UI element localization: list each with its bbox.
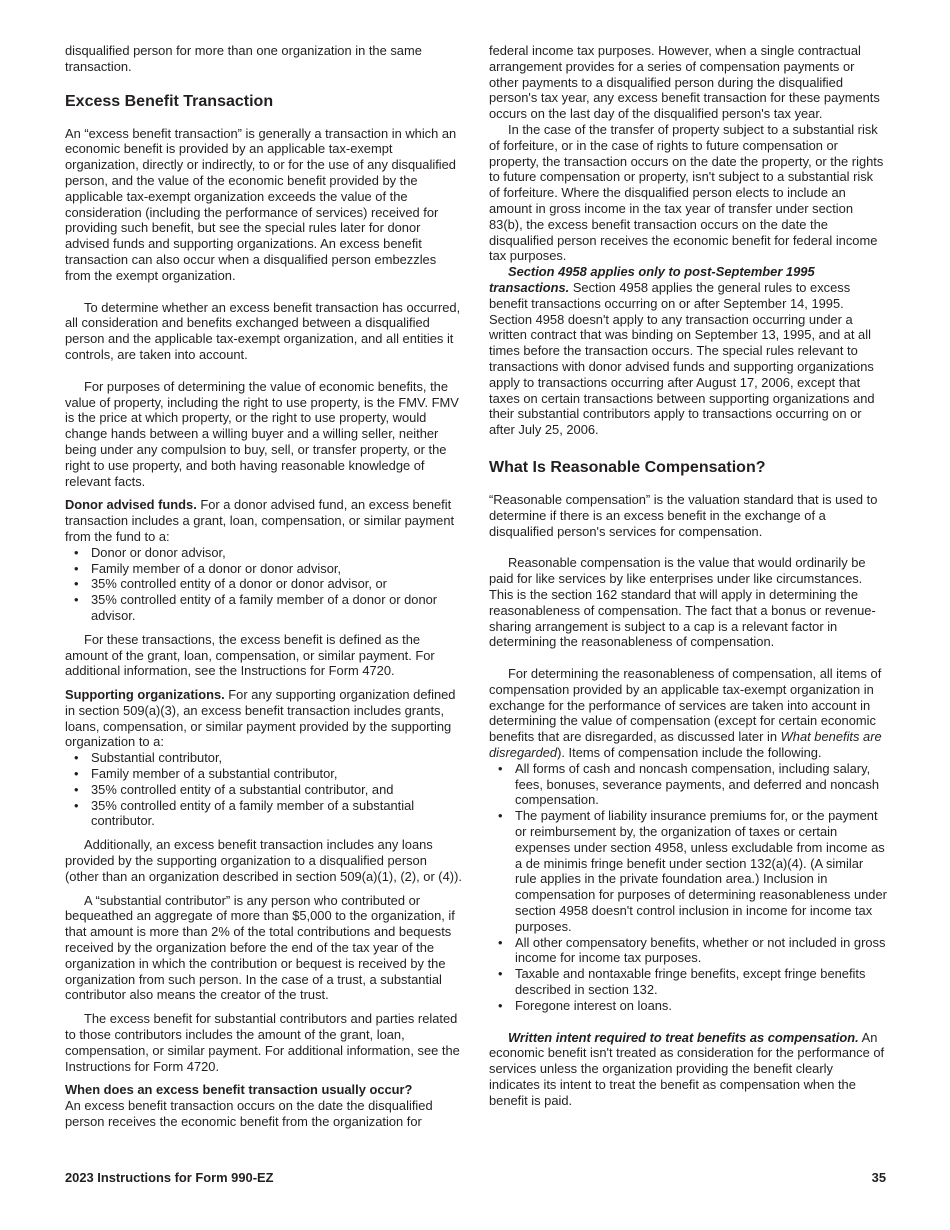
paragraph-daf-excess-benefit: For these transactions, the excess benefit is defined as the amount of the grant, loan, compensation, or similar payment. For additional information, see the Instructions for Form 4720. bbox=[65, 631, 435, 679]
list-item: • Family member of a donor or donor advisor, bbox=[91, 561, 463, 577]
right-column bbox=[489, 43, 887, 1109]
paragraph-rc-value: Reasonable compensation is the value that would ordinarily be paid for like services by like enterprises under like circumstances. This is the section 162 standard that will apply in determining the reasonableness of compensation. The fact that a bonus or revenue-sharing arrangement is subject to a cap is a relevant factor in determining the reasonableness of compensation. bbox=[489, 555, 876, 650]
list-item: • 35% controlled entity of a family member of a substantial contributor. bbox=[91, 798, 463, 830]
paragraph-ebt-definition: An “excess benefit transaction” is generally a transaction in which an economic benefit is provided by an applicable tax-exempt organization, directly or indirectly, to or for the use of any disqualified person, and the value of the economic benefit provided by the applicable tax-exempt organization exceeds the value of the consideration (including the performance of services) received for providing such benefit, but see the special rules later for donor advised funds and supporting organizations. An excess benefit transaction can also occur when a disqualified person embezzles from the exempt organization. bbox=[65, 125, 457, 283]
supporting-organizations-text: For any supporting organization defined in section 509(a)(3), an excess benefit transaction includes grants, loans, compensation, or similar payment provided by the supporting organization to a: bbox=[65, 687, 456, 750]
paragraph-ebt-fmv: For purposes of determining the value of economic benefits, the value of property, including the right to use property, is the FMV. FMV is the price at which property, or the right to use property, would change hands between a willing buyer and a willing seller, neither being under any compulsion to buy, sell, or transfer property, or the right to use property, and both having reasonable knowledge of relevant facts. bbox=[65, 378, 459, 489]
donor-advised-funds-text: For a donor advised fund, an excess benefit transaction includes a grant, loan, compensation, or similar payment from the fund to a: bbox=[65, 497, 455, 544]
left-column bbox=[65, 43, 463, 1130]
paragraph-rc-definition: “Reasonable compensation” is the valuation standard that is used to determine if there is an excess benefit in the exchange of a disqualified person's services for compensation. bbox=[489, 491, 878, 539]
section-4958-text: Section 4958 applies the general rules to excess benefit transactions occurring on or after September 14, 1995. Section 4958 doesn't apply to any transaction occurring under a written contract that was binding on September 13, 1995, and at all times before the transaction occurs. The special rules relevant to transactions with donor advised funds and supporting organizations apply to transactions occurring after August 17, 2006, except that taxes on certain transactions between supporting organizations and their substantial contributors apply to transactions occurring on or after July 25, 2006. bbox=[489, 279, 875, 438]
list-item: • 35% controlled entity of a substantial contributor, and bbox=[91, 782, 463, 798]
when-occur-text: An excess benefit transaction occurs on the date the disqualified person receives the economic benefit from the organization for bbox=[65, 1098, 433, 1130]
list-item: • The payment of liability insurance premiums for, or the payment or reimbursement by, the organization of taxes or certain expenses under section 4958, unless excludable from income as a de minimis fringe benefit under section 132(a)(4). (A similar rule applies in the private foundation area.) Inclusion in compensation for purposes of determining reasonableness under section 4958 doesn't control inclusion in income for income tax purposes. bbox=[515, 808, 887, 934]
run-in-heading-supporting-organizations: Supporting organizations. bbox=[65, 687, 225, 703]
paragraph-ebt-determine: To determine whether an excess benefit transaction has occurred, all consideration and benefits exchanged between a disqualified person and the applicable tax-exempt organization, and all entities it controls, are taken into account. bbox=[65, 299, 461, 362]
paragraph-substantial-contributor: A “substantial contributor” is any person who contributed or bequeathed an aggregate of more than $5,000 to the organization, if that amount is more than 2% of the total contributions and bequests received by the organization before the end of the tax year of the organization in which the contribution or bequest is received by the organization from such person. In the case of a trust, a substantial contributor also means the creator of the trust. bbox=[65, 892, 455, 1003]
paragraph-so-excess-benefit: The excess benefit for substantial contributors and parties related to those contributors includes the amount of the grant, loan, compensation, or similar payment. For additional information, see the Instructions for Form 4720. bbox=[65, 1011, 460, 1074]
list-item: • Donor or donor advisor, bbox=[91, 545, 463, 561]
paragraph-continued-right: federal income tax purposes. However, when a single contractual arrangement provides for a series of compensation payments or other payments to a disqualified person during the disqualified person's tax year, any excess benefit transaction for these payments occurs on the last day of the disqualified person's tax year. bbox=[489, 43, 880, 122]
heading-reasonable-compensation: What Is Reasonable Compensation? bbox=[489, 458, 766, 476]
paragraph-property-transfer: In the case of the transfer of property subject to a substantial risk of forfeiture, or in the case of rights to future compensation or property, the transaction occurs on the date the property, or the rights to future compensation or property, isn't subject to a substantial risk of forfeiture. Where the disqualified person elects to include an amount in gross income in the tax year of transfer under section 83(b), the excess benefit transaction occurs on the date the disqualified person receives the economic benefit for federal income tax purposes. bbox=[489, 121, 884, 264]
page-footer bbox=[65, 1170, 886, 1186]
run-in-heading-donor-advised-funds: Donor advised funds. bbox=[65, 497, 197, 513]
compensation-items-list bbox=[489, 761, 887, 1014]
paragraph-donor-advised-funds bbox=[65, 497, 463, 544]
written-intent-text: An economic benefit isn't treated as consideration for the performance of services unless the organization providing the benefit clearly indicates its intent to treat the benefit as compensation when the benefit is paid. bbox=[489, 1029, 885, 1108]
rc-items-text-end: ). Items of compensation include the following. bbox=[557, 745, 822, 761]
list-item: • Foregone interest on loans. bbox=[515, 998, 887, 1014]
donor-advised-funds-list bbox=[65, 545, 463, 624]
list-item: • Taxable and nontaxable fringe benefits, except fringe benefits described in section 132. bbox=[515, 966, 887, 998]
list-item: • All other compensatory benefits, whether or not included in gross income for income tax purposes. bbox=[515, 935, 887, 967]
list-item: • Substantial contributor, bbox=[91, 750, 463, 766]
rc-items-emphasis: What benefits are disregarded bbox=[489, 729, 882, 761]
supporting-organizations-list bbox=[65, 750, 463, 829]
paragraph-continued: disqualified person for more than one organization in the same transaction. bbox=[65, 43, 422, 74]
paragraph-so-loans: Additionally, an excess benefit transaction includes any loans provided by the supporting organization to a disqualified person (other than an organization described in section 509(a)(1), (2), or (4)). bbox=[65, 837, 462, 884]
heading-excess-benefit-transaction: Excess Benefit Transaction bbox=[65, 92, 274, 110]
page-number: 35 bbox=[871, 1170, 886, 1185]
paragraph-supporting-organizations bbox=[65, 687, 463, 750]
list-item: • Family member of a substantial contributor, bbox=[91, 766, 463, 782]
run-in-heading-written-intent: Written intent required to treat benefits as compensation. bbox=[508, 1029, 859, 1045]
list-item: • 35% controlled entity of a family member of a donor or donor advisor. bbox=[91, 592, 463, 624]
run-in-heading-section-4958: Section 4958 applies only to post-September 1995 transactions. bbox=[489, 264, 815, 295]
list-item: • 35% controlled entity of a donor or donor advisor, or bbox=[91, 576, 463, 592]
footer-title: 2023 Instructions for Form 990-EZ bbox=[65, 1170, 274, 1185]
paragraph-rc-items bbox=[489, 666, 887, 761]
rc-items-text: For determining the reasonableness of compensation, all items of compensation provided by an applicable tax-exempt organization in exchange for the performance of services are taken into account in determining the value of compensation (except for certain economic benefits that are disregarded, as discussed later in bbox=[489, 666, 882, 745]
run-in-heading-when-occur: When does an excess benefit transaction usually occur? bbox=[65, 1082, 413, 1098]
list-item: • All forms of cash and noncash compensation, including salary, fees, bonuses, severance payments, and deferred and noncash compensation. bbox=[515, 761, 887, 808]
paragraph-when-occur bbox=[65, 1082, 463, 1129]
paragraph-section-4958 bbox=[489, 264, 887, 438]
paragraph-written-intent bbox=[489, 1030, 887, 1109]
